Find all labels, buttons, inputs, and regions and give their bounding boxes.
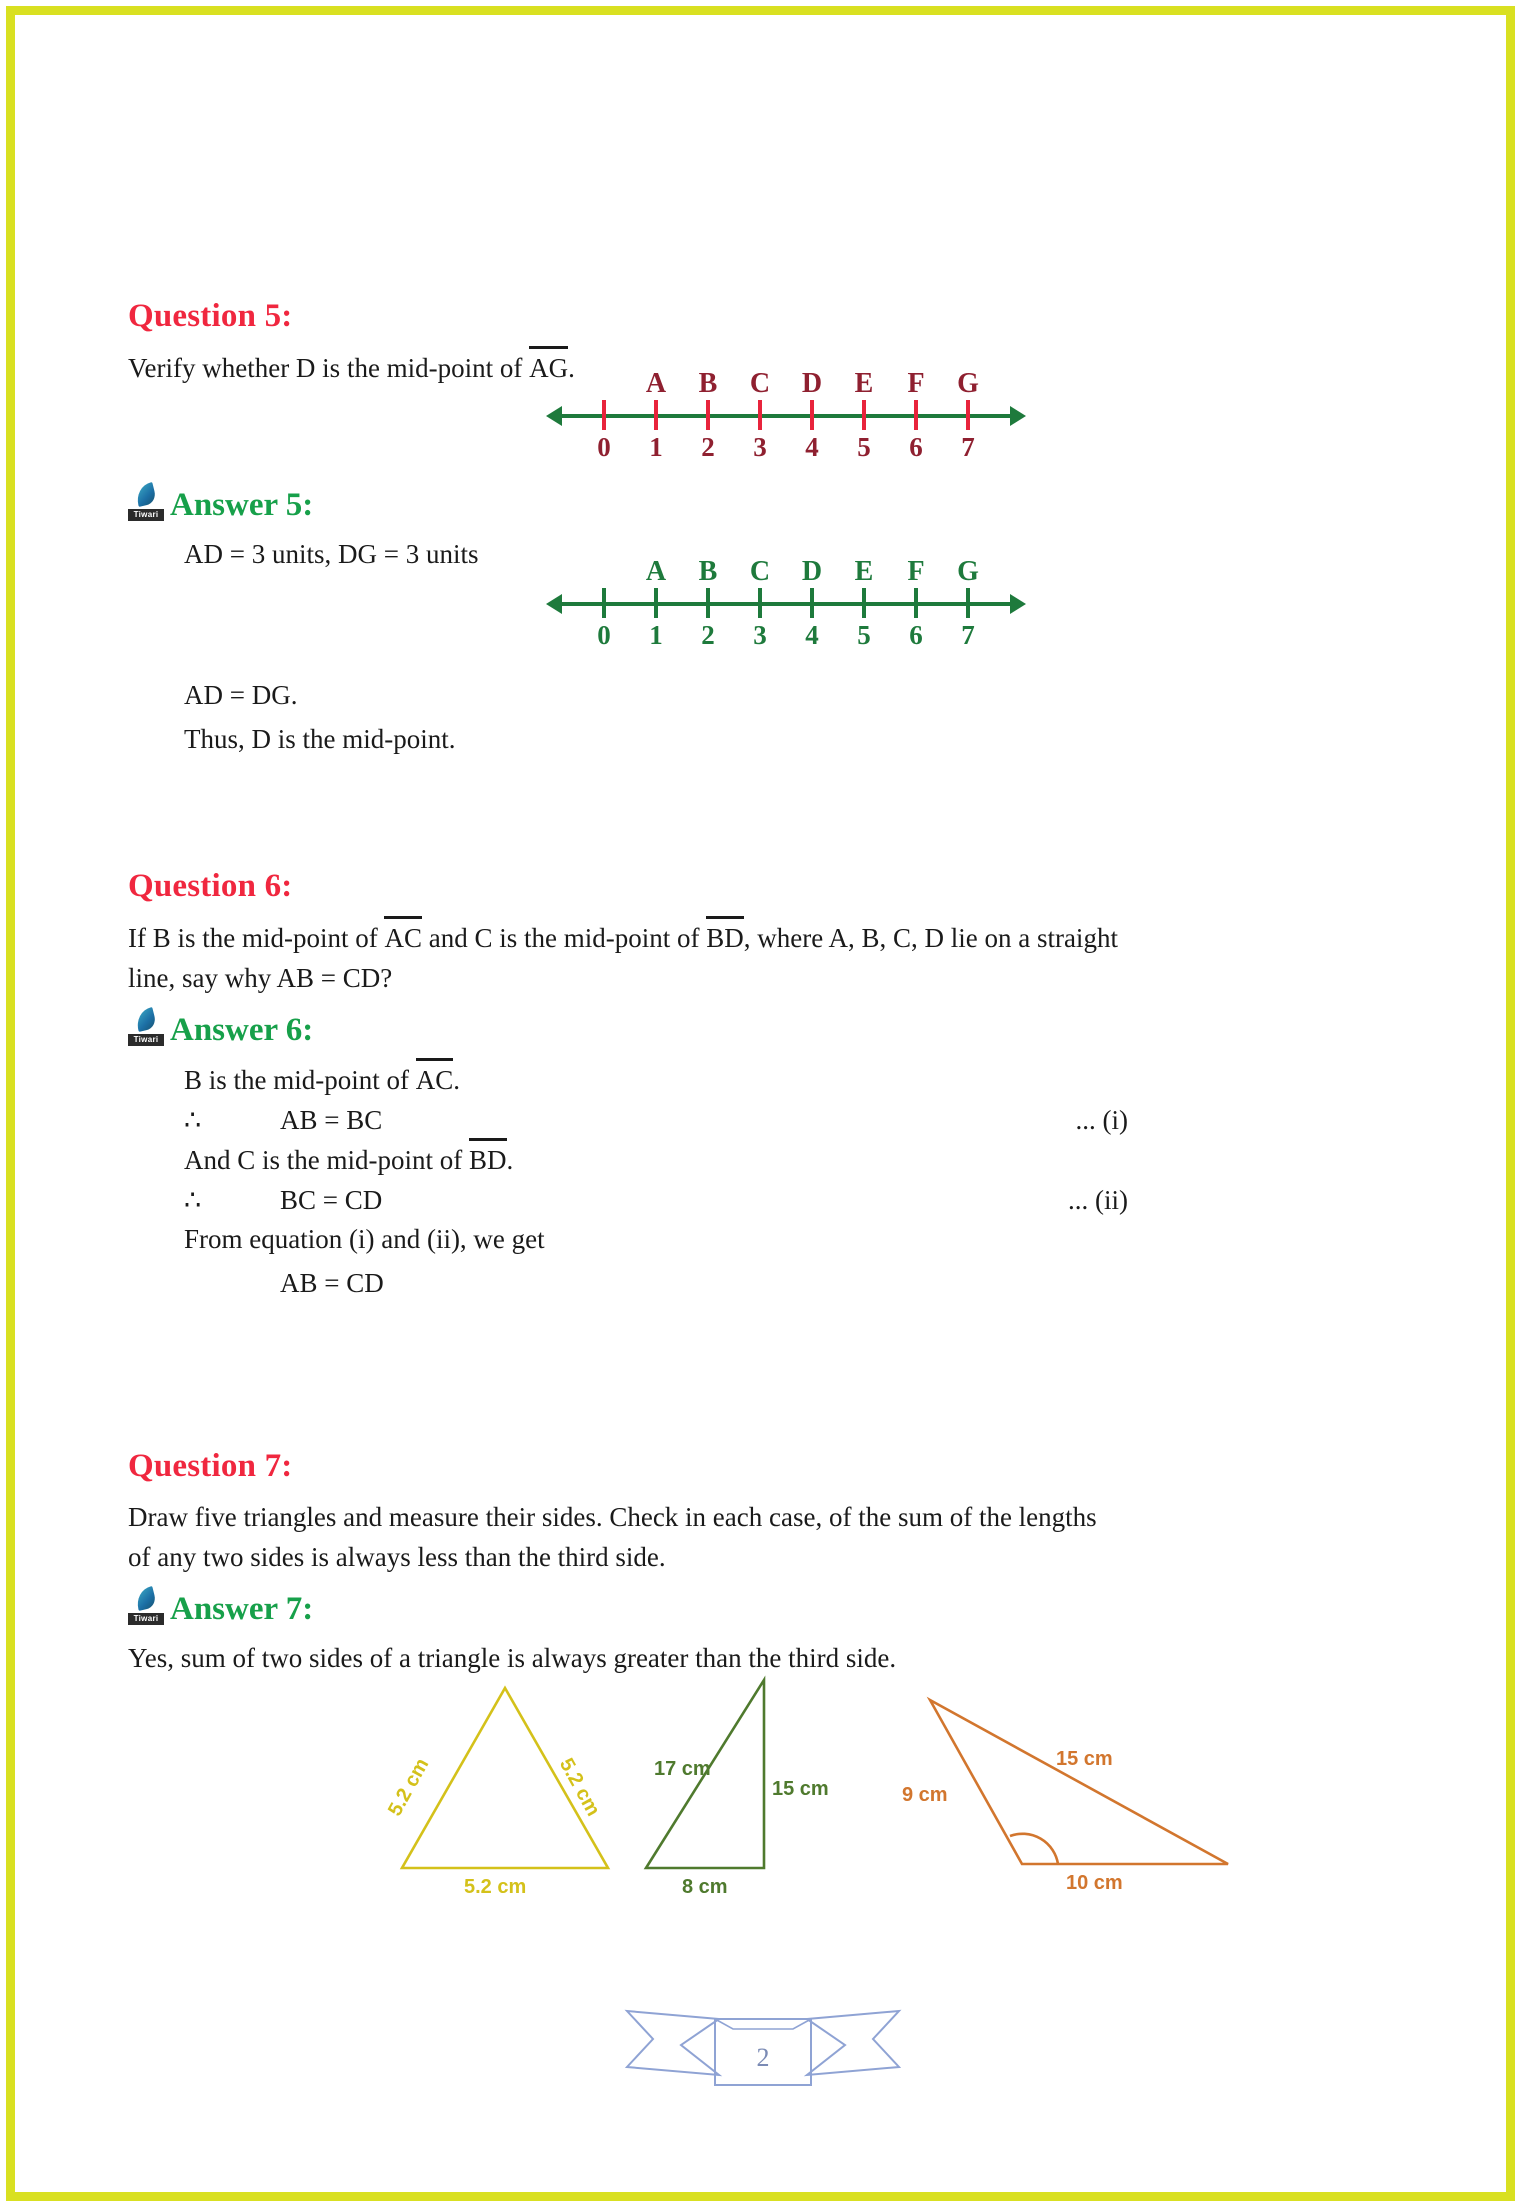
segment-ac: AC	[416, 1060, 454, 1101]
number-line-number-label: 6	[909, 432, 923, 462]
number-line-number-label: 6	[909, 620, 923, 650]
arrow-right-icon	[1010, 406, 1026, 426]
answer-6-line-1	[128, 1060, 1398, 1101]
number-line-point-label: A	[645, 556, 667, 587]
tiwari-leaf-icon	[128, 1588, 164, 1626]
number-line-tick	[914, 588, 918, 618]
arrow-left-icon	[546, 594, 562, 614]
segment-bd: BD	[469, 1140, 507, 1181]
number-line-tick	[758, 400, 762, 430]
answer-5-line-2: AD = DG.	[184, 680, 298, 710]
segment-bd: BD	[706, 918, 744, 959]
number-line-number-label: 7	[961, 620, 975, 650]
answer-5-heading	[128, 484, 1398, 523]
number-line-point-label: E	[854, 556, 874, 587]
number-line-point-label: F	[907, 368, 925, 399]
number-line-tick	[862, 400, 866, 430]
number-line-tick	[914, 400, 918, 430]
triangle-figures	[128, 1672, 1398, 1942]
number-line-tick	[810, 588, 814, 618]
number-line-point-label: F	[907, 556, 925, 587]
axis-line	[560, 414, 1012, 418]
number-line-tick	[654, 588, 658, 618]
obtuse-triangle-shape	[930, 1700, 1228, 1864]
number-line-point-label: A	[645, 368, 667, 399]
axis-line	[560, 602, 1012, 606]
number-line-tick	[602, 400, 606, 430]
question-6-text-line-1	[128, 918, 1398, 959]
page-number: 2	[756, 2043, 770, 2072]
number-line-point-label: G	[957, 368, 979, 399]
leaf-shape	[134, 482, 158, 507]
triangle-3-upper-label: 15 cm	[1056, 1748, 1113, 1770]
number-line-axis	[546, 414, 1026, 418]
number-line-tick	[654, 400, 658, 430]
equilateral-triangle-figure	[380, 1672, 630, 1907]
therefore-symbol: ∴	[184, 1185, 202, 1216]
number-line-number-label: 0	[597, 432, 611, 462]
number-line-tick	[706, 400, 710, 430]
a6-l2-b: .	[506, 1145, 514, 1176]
triangle-2-base-label: 8 cm	[682, 1876, 728, 1898]
a6-l1-a: B is the mid-point of	[184, 1065, 416, 1096]
number-line-number-label: 4	[805, 620, 819, 650]
tiwari-leaf-icon	[128, 1009, 164, 1047]
question-7-text-line-1: Draw five triangles and measure their sides. Check in each case, of the sum of the lengths	[128, 1502, 1097, 1533]
number-line-tick	[810, 400, 814, 430]
leaf-shape	[134, 1586, 158, 1611]
q6-text-c: , where A, B, C, D lie on a straight	[743, 923, 1118, 954]
section-question-7	[128, 1448, 1398, 1679]
number-line-tick	[602, 588, 606, 618]
answer-6-heading	[128, 1009, 1398, 1048]
number-line-answer-5	[546, 556, 1026, 652]
leaf-shape	[134, 1007, 158, 1032]
triangle-1-side-base-label: 5.2 cm	[464, 1876, 527, 1898]
page-footer	[128, 1997, 1398, 2089]
number-line-point-label: C	[749, 556, 771, 587]
right-triangle-figure	[638, 1672, 858, 1907]
question-6-heading: Question 6:	[128, 868, 293, 904]
number-line-question-5	[546, 368, 1026, 464]
number-line-point-label: D	[801, 556, 823, 587]
arrow-right-icon	[1010, 594, 1026, 614]
obtuse-triangle-figure	[898, 1690, 1248, 1915]
question-5-heading: Question 5:	[128, 298, 293, 334]
number-line-point-label: E	[854, 368, 874, 399]
number-line-tick	[966, 400, 970, 430]
a6-l2-a: And C is the mid-point of	[184, 1145, 469, 1176]
number-line-tick	[706, 588, 710, 618]
answer-6-line-3: From equation (i) and (ii), we get	[184, 1224, 545, 1255]
section-question-6	[128, 868, 1398, 1304]
number-line-tick	[758, 588, 762, 618]
answer-5-heading-label: Answer 5:	[170, 486, 314, 523]
triangle-1-side-left-label: 5.2 cm	[383, 1754, 434, 1820]
tiwari-wordmark: Tiwari	[128, 1034, 164, 1046]
page-content	[128, 0, 1398, 2207]
number-line-number-label: 5	[857, 620, 871, 650]
therefore-symbol: ∴	[184, 1105, 202, 1136]
question-7-heading: Question 7:	[128, 1448, 293, 1484]
number-line-point-label: C	[749, 368, 771, 399]
number-line-number-label: 3	[753, 432, 767, 462]
answer-6-equation-2	[128, 1185, 1398, 1216]
number-line-axis	[546, 602, 1026, 606]
triangle-3-left-label: 9 cm	[902, 1784, 948, 1806]
triangle-2-vertical-label: 15 cm	[772, 1778, 829, 1800]
number-line-point-label: D	[801, 368, 823, 399]
answer-7-heading	[128, 1588, 1398, 1627]
answer-6-heading-label: Answer 6:	[170, 1011, 314, 1048]
number-line-number-label: 5	[857, 432, 871, 462]
number-line-point-label: B	[698, 368, 718, 399]
triangle-2-hypotenuse-label: 17 cm	[654, 1758, 711, 1780]
tiwari-wordmark: Tiwari	[128, 1613, 164, 1625]
answer-7-heading-label: Answer 7:	[170, 1590, 314, 1627]
number-line-number-label: 2	[701, 432, 715, 462]
segment-ac: AC	[384, 918, 422, 959]
number-line-number-label: 7	[961, 432, 975, 462]
equation-2-body: BC = CD	[280, 1185, 383, 1216]
number-line-number-label: 4	[805, 432, 819, 462]
number-line-number-label: 3	[753, 620, 767, 650]
question-7-text-line-2: of any two sides is always less than the third side.	[128, 1542, 666, 1573]
a6-l1-b: .	[453, 1065, 461, 1096]
question-5-text-after: .	[568, 353, 575, 384]
q6-text-a: If B is the mid-point of	[128, 923, 385, 954]
question-6-text-line-2: line, say why AB = CD?	[128, 963, 393, 994]
q6-text-b: and C is the mid-point of	[422, 923, 707, 954]
segment-ag: AG	[529, 348, 568, 389]
tiwari-leaf-icon	[128, 484, 164, 522]
answer-6-equation-1	[128, 1105, 1398, 1136]
answer-5-conclusion	[128, 676, 1398, 760]
number-line-number-label: 1	[649, 620, 663, 650]
number-line-number-label: 2	[701, 620, 715, 650]
number-line-point-label: G	[957, 556, 979, 587]
answer-6-line-2	[128, 1140, 1398, 1181]
answer-6-line-4: AB = CD	[280, 1268, 384, 1299]
number-line-tick	[862, 588, 866, 618]
angle-arc-icon	[1010, 1834, 1058, 1864]
number-line-tick	[966, 588, 970, 618]
number-line-number-label: 0	[597, 620, 611, 650]
number-line-point-label: B	[698, 556, 718, 587]
equation-2-reference: ... (ii)	[1068, 1185, 1128, 1216]
triangle-3-base-label: 10 cm	[1066, 1872, 1123, 1894]
answer-5-line-1: AD = 3 units, DG = 3 units	[184, 539, 479, 569]
equation-1-body: AB = BC	[280, 1105, 383, 1136]
number-line-number-label: 1	[649, 432, 663, 462]
answer-7-line-1: Yes, sum of two sides of a triangle is always greater than the third side.	[128, 1643, 897, 1674]
footer-banner	[623, 1997, 903, 2089]
ribbon-fold	[715, 2019, 811, 2029]
arrow-left-icon	[546, 406, 562, 426]
question-5-text-before: Verify whether D is the mid-point of	[128, 353, 530, 384]
tiwari-wordmark: Tiwari	[128, 509, 164, 521]
answer-5-line-3: Thus, D is the mid-point.	[184, 723, 456, 754]
triangle-1-side-right-label: 5.2 cm	[554, 1754, 605, 1820]
equation-1-reference: ... (i)	[1075, 1105, 1128, 1136]
